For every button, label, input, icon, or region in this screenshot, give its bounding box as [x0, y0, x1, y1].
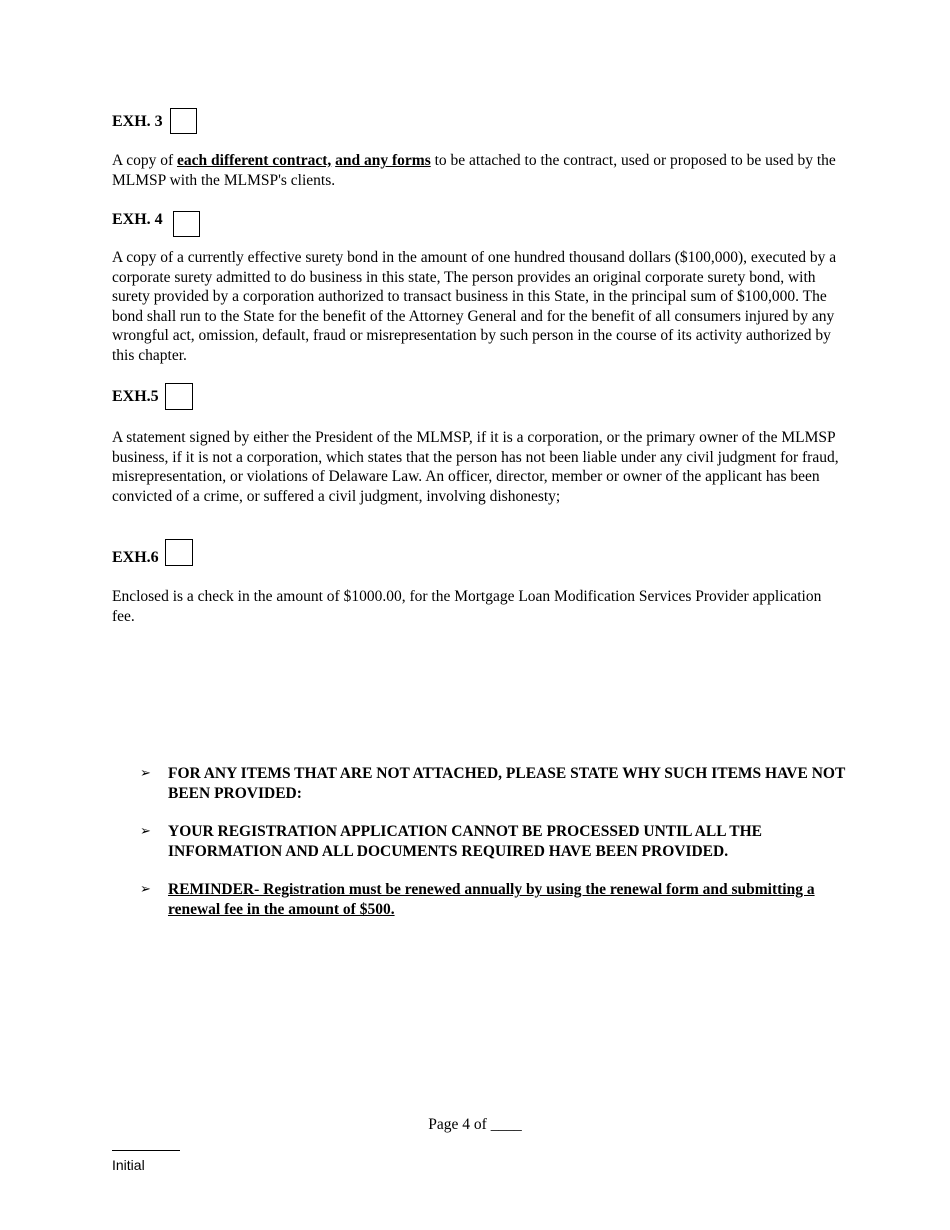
notice-reminder: REMINDER- Registration must be renewed annually by using the renewal form and submitting a renewal fee in the amount of $500. [168, 881, 815, 918]
notice-item [140, 822, 850, 861]
exhibit-4-text: A copy of a currently effective surety bond in the amount of one hundred thousand dollars ($100,000), executed by a corporate surety admitted to do business in this state, The person provides an original corporate surety bond, with surety provided by a corporation authorized to transact business in this State, in the principal sum of $100,000. The bond shall run to the State for the benefit of the Attorney General and for the benefit of all consumers injured by any wrongful act, omission, default, fraud or misrepresentation by such person in the course of its activity authorized by this chapter. [112, 249, 837, 364]
exhibit-3-emphasis-forms: and any forms [335, 152, 431, 169]
exhibit-4-label: EXH. 4 [112, 211, 163, 228]
page-number: Page 4 of ____ [428, 1116, 522, 1133]
notice-list [140, 764, 850, 939]
exhibit-3-text-pre: A copy of [112, 152, 178, 169]
notice-item [140, 764, 850, 803]
exhibit-6-checkbox[interactable] [165, 539, 193, 566]
arrow-bullet-icon: ➢ [140, 766, 151, 781]
exhibit-4-checkbox[interactable] [173, 211, 200, 237]
initial-label: Initial [112, 1157, 145, 1173]
exhibit-3-label: EXH. 3 [112, 113, 163, 130]
exhibit-3-emphasis-contract: each different contract, [177, 152, 332, 169]
exhibit-3-text [112, 151, 847, 190]
exhibit-5-checkbox[interactable] [165, 383, 193, 410]
arrow-bullet-icon: ➢ [140, 882, 151, 898]
notice-item [140, 880, 850, 919]
notice-missing-items: FOR ANY ITEMS THAT ARE NOT ATTACHED, PLEASE STATE WHY SUCH ITEMS HAVE NOT BEEN PROVIDED: [168, 765, 845, 802]
exhibit-5-label: EXH.5 [112, 388, 159, 405]
notice-processing: YOUR REGISTRATION APPLICATION CANNOT BE PROCESSED UNTIL ALL THE INFORMATION AND ALL DOCUMENTS REQUIRED HAVE BEEN PROVIDED. [168, 823, 763, 860]
exhibit-5-text: A statement signed by either the President of the MLMSP, if it is a corporation, or the primary owner of the MLMSP business, if it is not a corporation, which states that the person has not been liable under any civil judgment for fraud, misrepresentation, or violations of Delaware Law. An officer, director, member or owner of the applicant has been convicted of a crime, or suffered a civil judgment, involving dishonesty; [112, 429, 839, 505]
exhibit-6-text: Enclosed is a check in the amount of $1000.00, for the Mortgage Loan Modification Services Provider application fee. [112, 588, 822, 625]
exhibit-3-checkbox[interactable] [170, 108, 197, 134]
arrow-bullet-icon: ➢ [140, 824, 151, 840]
exhibit-3-text-post: to be attached to the contract, used or proposed to be used by the MLMSP with the MLMSP's clients. [112, 152, 836, 189]
initial-signature-line[interactable] [112, 1150, 180, 1151]
exhibit-6-label: EXH.6 [112, 549, 159, 566]
